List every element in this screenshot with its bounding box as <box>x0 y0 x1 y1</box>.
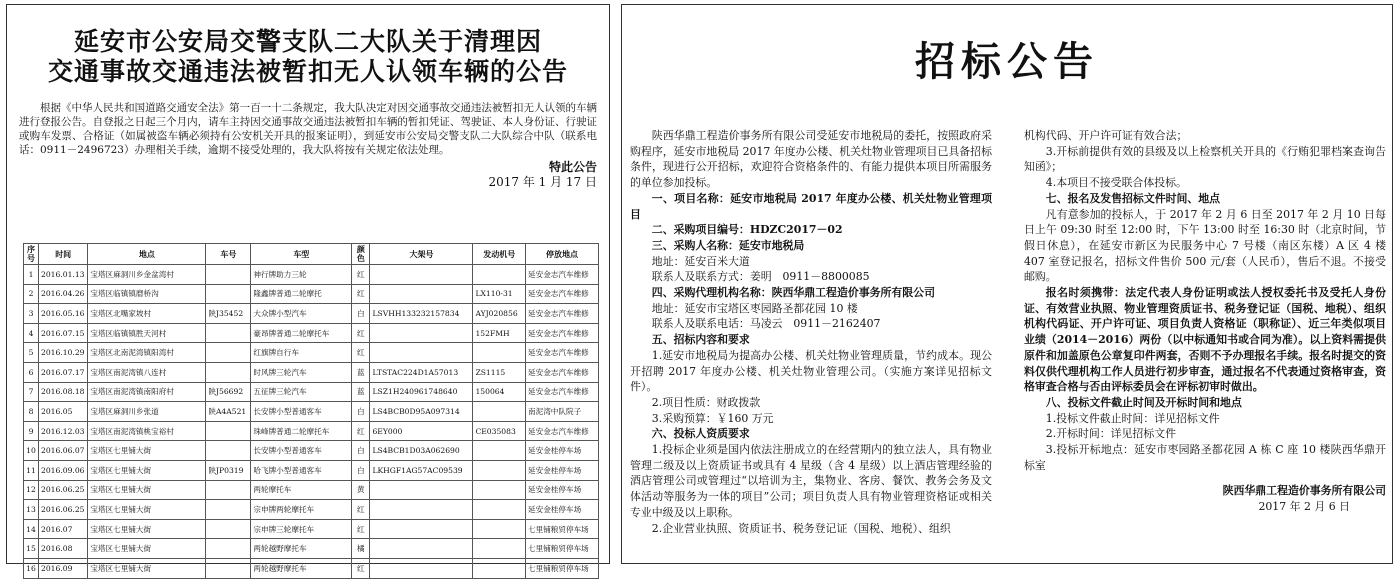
table-cell: 3 <box>24 304 39 324</box>
notice-paragraph: 七、报名及发售招标文件时间、地点 <box>1045 191 1221 205</box>
column-header: 停放地点 <box>526 244 599 265</box>
table-cell: LSVHH133232157834 <box>370 304 473 324</box>
table-cell: 6 <box>24 362 39 382</box>
table-cell: 宝塔区临镇镇胜天河村 <box>88 323 206 343</box>
vehicle-notice-signature: 特此公告 2017 年 1 月 17 日 <box>488 160 597 189</box>
table-cell: 红 <box>352 558 370 578</box>
table-cell <box>206 441 251 461</box>
table-row <box>24 480 599 500</box>
tender-notice-body <box>630 128 1386 536</box>
table-cell: 宝塔区七里铺大街 <box>88 558 206 578</box>
table-cell: 2016.07 <box>39 519 88 539</box>
table-cell: 红 <box>352 421 370 441</box>
table-cell: 陕A4A521 <box>206 402 251 422</box>
table-cell: 宝塔区麻洞川乡金盆湾村 <box>88 265 206 285</box>
notice-paragraph: 凡有意参加的投标人，于 2017 年 2 月 6 日至 2017 年 2 月 10 日每日上午 09:30 时至 12:00 时，下午 13:00 时至 16:30 时（北京时间，节假日休息），在延安市新区为民服务中心 7 号楼（南区东楼）A 区 4 楼 407 室登记报名，招标文件售价 500 元/套（人民币），售后不退。不接受邮购。 <box>1024 207 1386 284</box>
table-cell <box>206 362 251 382</box>
vehicle-table-body <box>24 265 599 579</box>
table-cell: 2016.07.17 <box>39 362 88 382</box>
notice-paragraph: 地址：延安百米大道 <box>651 254 750 268</box>
table-cell: 延安金桂停车场 <box>526 460 599 480</box>
table-row <box>24 402 599 422</box>
column-header: 发动机号 <box>473 244 526 265</box>
table-cell: 红 <box>352 284 370 304</box>
notice-paragraph: 一、项目名称：延安市地税局 2017 年度办公楼、机关灶物业管理项目 <box>630 191 992 221</box>
table-cell: 7 <box>24 382 39 402</box>
table-cell: 延安金志汽车维修 <box>526 284 599 304</box>
table-cell: 陕JP0319 <box>206 460 251 480</box>
table-cell: 2016.08 <box>39 539 88 559</box>
table-cell <box>206 558 251 578</box>
table-cell <box>473 539 526 559</box>
table-cell <box>370 323 473 343</box>
table-cell: 宗申牌三轮摩托车 <box>251 519 352 539</box>
notice-paragraph: 四、采购代理机构名称：陕西华鼎工程造价事务所有限公司 <box>651 286 935 300</box>
vehicle-notice-title: 延安市公安局交警支队二大队关于清理因 交通事故交通违法被暂扣无人认领车辆的公告 <box>47 27 568 86</box>
table-cell: 两轮越野摩托车 <box>251 558 352 578</box>
notice-paragraph: 三、采购人名称：延安市地税局 <box>651 238 805 252</box>
table-cell: 延安金志汽车维修 <box>526 323 599 343</box>
vehicle-table-header <box>24 244 599 265</box>
notice-paragraph: 二、采购项目编号：HDZC2017－02 <box>651 223 843 237</box>
notice-paragraph: 报名时须携带：法定代表人身份证明或法人授权委托书及受托人身份证、有效营业执照、物业管理资质证书、税务登记证（国税、地税）、组织机构代码证、开户许可证、项目负责人资格证（职称证）、近三年类似项目业绩（2014－2016）两份（以中标通知书或合同为准）。以上资料需提供原件和加盖原色公章复印件两套，否则不予办理报名手续。报名时提交的资料仅供代理机构工作人员进行初步审查，通过报名不代表通过资格审查，资格审查合格与否由评标委员会在评标初审时做出。 <box>1024 286 1386 394</box>
table-cell: 延安金志汽车维修 <box>526 382 599 402</box>
table-cell <box>206 343 251 363</box>
table-cell: 红 <box>352 519 370 539</box>
table-cell: 宗申牌两轮摩托车 <box>251 500 352 520</box>
column-header: 大架号 <box>370 244 473 265</box>
table-cell <box>206 265 251 285</box>
table-cell: 14 <box>24 519 39 539</box>
table-cell: 延安金桂停车场 <box>526 500 599 520</box>
column-header: 时间 <box>39 244 88 265</box>
column-header: 颜色 <box>352 244 370 265</box>
table-cell: 5 <box>24 343 39 363</box>
table-cell <box>206 500 251 520</box>
table-cell: LKHGF1AG57AC09539 <box>370 460 473 480</box>
table-cell: 橘 <box>352 539 370 559</box>
table-cell <box>473 441 526 461</box>
notice-paragraph: 3.投标开标地点：延安市枣园路圣都花园 A 栋 C 座 10 楼陕西华鼎开标室 <box>1024 443 1386 472</box>
table-cell: 黄 <box>352 480 370 500</box>
table-cell: 宝塔区临镇镇磨桥沟 <box>88 284 206 304</box>
table-cell: 蓝 <box>352 382 370 402</box>
table-cell: 4 <box>24 323 39 343</box>
table-cell <box>370 500 473 520</box>
notice-paragraph: 陕西华鼎工程造价事务所有限公司受延安市地税局的委托，按照政府采购程序，延安市地税局 2017 年度办公楼、机关灶物业管理项目已具备招标条件，现进行公开招标，欢迎符合资格条件的、有能力提供本项目所需服务的单位参加投标。 <box>630 129 992 190</box>
table-cell: 延安金志汽车维修 <box>526 362 599 382</box>
column-header: 地点 <box>88 244 206 265</box>
table-cell: 10 <box>24 441 39 461</box>
table-cell: 宝塔区七里铺大街 <box>88 460 206 480</box>
tender-notice-signature-org: 陕西华鼎工程造价事务所有限公司 <box>1222 484 1386 498</box>
tender-notice-column-left <box>630 128 992 536</box>
table-cell: 珠峰牌普通二轮摩托车 <box>251 421 352 441</box>
table-cell: 延安金志汽车维修 <box>526 304 599 324</box>
table-cell <box>370 265 473 285</box>
table-cell: 白 <box>352 460 370 480</box>
table-cell: 6EY000 <box>370 421 473 441</box>
vehicle-notice-panel <box>6 4 610 573</box>
table-cell: 时风牌三轮汽车 <box>251 362 352 382</box>
notice-paragraph: 六、投标人资质要求 <box>651 427 750 441</box>
notice-paragraph: 机构代码、开户许可证有效合法； <box>1024 129 1188 142</box>
table-cell <box>206 284 251 304</box>
table-cell: 豪昂牌普通二轮摩托车 <box>251 323 352 343</box>
table-cell: 宝塔区七里铺大街 <box>88 539 206 559</box>
table-row <box>24 500 599 520</box>
tender-notice-title: 招标公告 <box>915 38 1099 85</box>
table-cell: 延安金志汽车维修 <box>526 265 599 285</box>
notice-paragraph: 4.本项目不接受联合体投标。 <box>1045 176 1187 190</box>
table-cell <box>473 558 526 578</box>
table-cell: 哈飞牌小型普通客车 <box>251 460 352 480</box>
table-row <box>24 460 599 480</box>
table-cell <box>473 343 526 363</box>
table-row <box>24 539 599 559</box>
column-header: 车型 <box>251 244 352 265</box>
table-cell: 2016.05 <box>39 402 88 422</box>
table-cell: 宝塔区北嘴家坡村 <box>88 304 206 324</box>
table-cell <box>206 323 251 343</box>
table-cell: 陕J56692 <box>206 382 251 402</box>
column-header: 序号 <box>24 244 39 265</box>
table-cell <box>206 480 251 500</box>
table-cell: 延安金桂停车场 <box>526 441 599 461</box>
table-cell: 蓝 <box>352 362 370 382</box>
table-cell <box>473 519 526 539</box>
notice-paragraph: 2.项目性质：财政拨款 <box>651 395 761 409</box>
table-cell: 9 <box>24 421 39 441</box>
table-row <box>24 362 599 382</box>
table-cell: 两轮摩托车 <box>251 480 352 500</box>
table-cell: 2016.05.16 <box>39 304 88 324</box>
table-row <box>24 421 599 441</box>
table-cell: 红 <box>352 265 370 285</box>
table-cell: 15 <box>24 539 39 559</box>
tender-notice-panel <box>621 4 1393 564</box>
column-header: 车号 <box>206 244 251 265</box>
table-cell: 2016.09.06 <box>39 460 88 480</box>
table-row <box>24 558 599 578</box>
table-cell: 宝塔区麻洞川乡张道 <box>88 402 206 422</box>
table-cell: 白 <box>352 304 370 324</box>
table-cell: 宝塔区南泥湾镇南阳府村 <box>88 382 206 402</box>
table-cell: 延安金桂停车场 <box>526 480 599 500</box>
table-cell <box>370 343 473 363</box>
table-cell <box>473 500 526 520</box>
table-cell: 七里铺粮贸停车场 <box>526 558 599 578</box>
table-cell: 11 <box>24 460 39 480</box>
table-cell: CE035083 <box>473 421 526 441</box>
table-cell: 七里铺粮贸停车场 <box>526 519 599 539</box>
notice-paragraph: 联系人及联系方式：姜明 0911－8800085 <box>651 270 870 284</box>
notice-paragraph: 五、招标内容和要求 <box>651 333 750 347</box>
table-cell: 南泥湾中队院子 <box>526 402 599 422</box>
table-cell: 宝塔区七里铺大街 <box>88 519 206 539</box>
table-cell: 延安金志汽车维修 <box>526 421 599 441</box>
table-cell <box>473 480 526 500</box>
notice-paragraph: 地址：延安市宝塔区枣园路圣都花园 10 楼 <box>651 301 858 315</box>
table-cell <box>206 519 251 539</box>
table-row <box>24 265 599 285</box>
notice-paragraph: 1.延安市地税局为提高办公楼、机关灶物业管理质量，节约成本。现公开招聘 2017 年度办公楼、机关灶物业管理公司。（实施方案详见招标文件）。 <box>630 348 992 394</box>
table-row <box>24 343 599 363</box>
table-cell: 2016.09 <box>39 558 88 578</box>
table-cell: LX110-31 <box>473 284 526 304</box>
table-cell: 宝塔区七里铺大街 <box>88 480 206 500</box>
notice-paragraph: 2.企业营业执照、资质证书、税务登记证（国税、地税）、组织 <box>651 521 951 535</box>
table-cell <box>473 265 526 285</box>
table-cell <box>473 402 526 422</box>
table-cell: 2016.04.26 <box>39 284 88 304</box>
table-cell: 1 <box>24 265 39 285</box>
table-cell: ZS1115 <box>473 362 526 382</box>
table-cell: 大众牌小型汽车 <box>251 304 352 324</box>
table-cell <box>206 421 251 441</box>
table-cell: 2016.12.03 <box>39 421 88 441</box>
table-cell: 2016.06.25 <box>39 500 88 520</box>
notice-paragraph: 1.投标企业须是国内依法注册成立的在经营期内的独立法人，具有物业管理二级及以上资质证书或具有 4 星级（含 4 星级）以上酒店管理经验的酒店管理公司或管理过“以培训为主，集物业、客房、餐饮、教务会务及文体活动等服务为一体的项目”公司；项目负责人具有物业管理资格证或相关专业中级及以上职称。 <box>630 443 992 519</box>
table-cell: 红旗牌自行车 <box>251 343 352 363</box>
table-cell: 长安牌小型普通客车 <box>251 441 352 461</box>
table-cell: 两轮越野摩托车 <box>251 539 352 559</box>
notice-paragraph: 3.采购预算：￥160 万元 <box>651 411 774 425</box>
table-cell: 陕J35452 <box>206 304 251 324</box>
table-row <box>24 382 599 402</box>
tender-notice-column-right <box>1024 128 1386 536</box>
table-cell: 隆鑫牌普通二轮摩托 <box>251 284 352 304</box>
table-cell: 神行牌助力三轮 <box>251 265 352 285</box>
table-cell: 152FMH <box>473 323 526 343</box>
notice-paragraph: 联系人及联系电话：马凌云 0911－2162407 <box>651 317 881 331</box>
table-cell: 16 <box>24 558 39 578</box>
table-cell <box>206 539 251 559</box>
table-cell: 宝塔区南泥湾镇八连村 <box>88 362 206 382</box>
table-cell <box>370 480 473 500</box>
table-cell: AYJ020856 <box>473 304 526 324</box>
table-cell: 红 <box>352 323 370 343</box>
table-cell: 红 <box>352 343 370 363</box>
table-cell: 2016.08.18 <box>39 382 88 402</box>
table-cell: 白 <box>352 441 370 461</box>
table-cell <box>370 284 473 304</box>
table-cell: 2016.01.13 <box>39 265 88 285</box>
table-cell: 长安牌小型普通客车 <box>251 402 352 422</box>
table-row <box>24 519 599 539</box>
table-cell: 2016.06.25 <box>39 480 88 500</box>
notice-paragraph: 2.开标时间：详见招标文件 <box>1045 427 1176 441</box>
tender-notice-signature-date: 2017 年 2 月 6 日 <box>1258 500 1350 514</box>
table-cell: 13 <box>24 500 39 520</box>
table-cell: 五征牌三轮汽车 <box>251 382 352 402</box>
table-cell <box>370 558 473 578</box>
table-cell: 宝塔区七里铺大街 <box>88 441 206 461</box>
table-cell: LTSTAC224D1A57013 <box>370 362 473 382</box>
table-cell: 2 <box>24 284 39 304</box>
table-cell: 白 <box>352 402 370 422</box>
table-cell: 七里铺粮贸停车场 <box>526 539 599 559</box>
table-cell: LS4BCB1D03A062690 <box>370 441 473 461</box>
notice-paragraph: 八、投标文件截止时间及开标时间和地点 <box>1045 395 1242 409</box>
table-cell: 红 <box>352 500 370 520</box>
table-row <box>24 284 599 304</box>
table-row <box>24 304 599 324</box>
table-cell: 宝塔区七里铺大街 <box>88 500 206 520</box>
table-cell: 8 <box>24 402 39 422</box>
vehicle-notice-body: 根据《中华人民共和国道路交通安全法》第一百一十二条规定，我大队决定对因交通事故交通违法被暂扣无人认领的车辆进行登报公告。自登报之日起三个月内，请车主持因交通事故交通违法被暂扣车辆的暂扣凭证、驾驶证、本人身份证、行驶证或购车发票、合格证（如属被盗车辆必须持有公安机关开具的报案证明），到延安市公安局交警支队二大队综合中队（联系电话：0911－2496723）办理相关手续，逾期不接受处理的，我大队将按有关规定依法处理。 <box>19 102 597 156</box>
table-cell: 宝塔区南泥湾镇桃宝裕村 <box>88 421 206 441</box>
table-cell <box>370 519 473 539</box>
table-row <box>24 323 599 343</box>
table-cell: 2016.07.15 <box>39 323 88 343</box>
table-cell: 延安金志汽车维修 <box>526 343 599 363</box>
notice-paragraph: 3.开标前提供有效的县级及以上检察机关开具的《行贿犯罪档案查询告知函》； <box>1024 144 1386 174</box>
table-cell: LS4BCB0D95A097314 <box>370 402 473 422</box>
table-row <box>24 441 599 461</box>
vehicle-table <box>23 243 599 579</box>
table-cell <box>370 539 473 559</box>
notice-paragraph: 1.投标文件截止时间：详见招标文件 <box>1045 411 1220 425</box>
table-cell: 2016.10.29 <box>39 343 88 363</box>
table-cell <box>473 460 526 480</box>
table-cell: 12 <box>24 480 39 500</box>
table-cell: 2016.06.07 <box>39 441 88 461</box>
table-cell: LSZ1H240961748640 <box>370 382 473 402</box>
table-cell: 宝塔区北南泥湾镇阳湾村 <box>88 343 206 363</box>
table-cell: 150064 <box>473 382 526 402</box>
